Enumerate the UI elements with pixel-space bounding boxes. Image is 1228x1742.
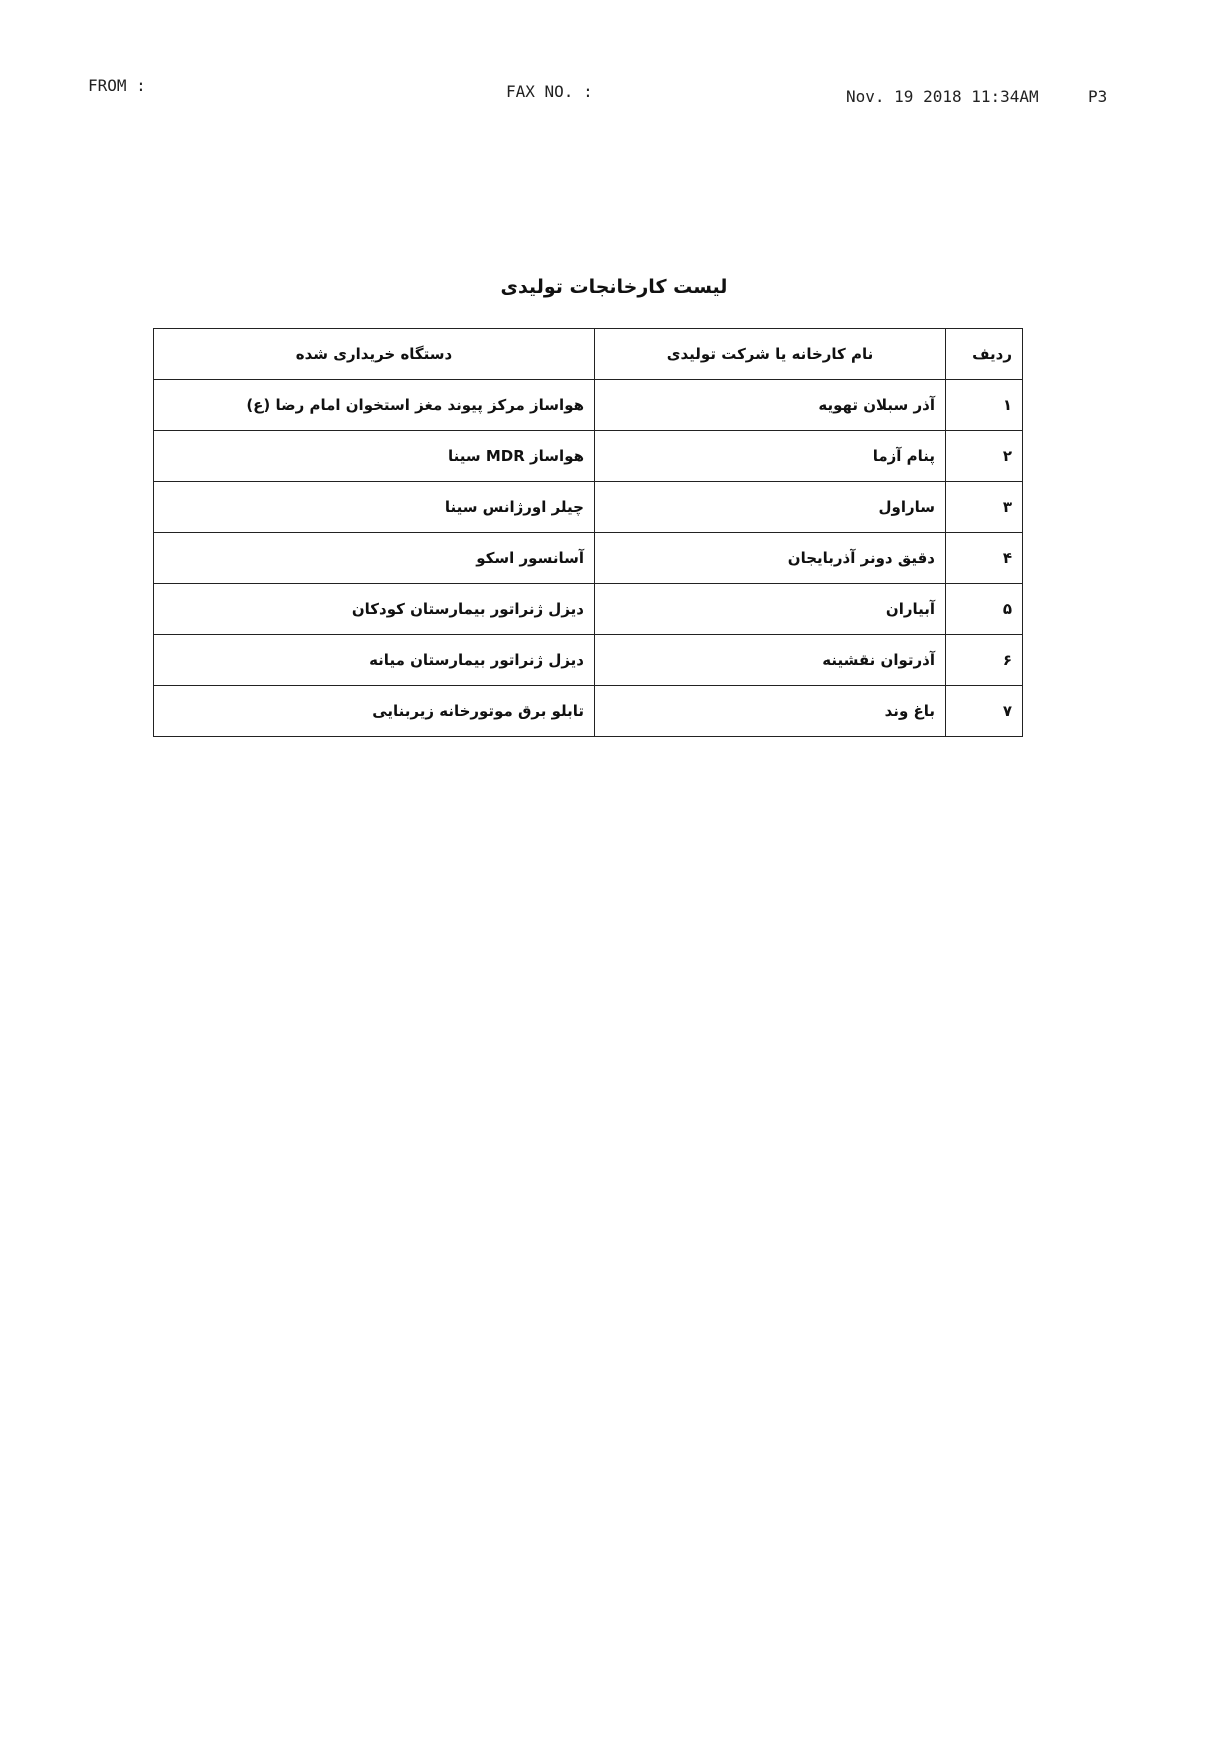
fax-header <box>0 70 1228 110</box>
factories-table-container <box>153 328 1019 737</box>
factory-name: پنام آزما <box>595 431 946 482</box>
purchased-device: هواساز MDR سینا <box>154 431 595 482</box>
factory-name: دقیق دونر آذربایجان <box>595 533 946 584</box>
row-number: ۶ <box>946 635 1023 686</box>
document-title: لیست کارخانجات تولیدی <box>500 276 728 298</box>
factory-name: آبیاران <box>595 584 946 635</box>
table-row <box>154 482 1023 533</box>
fax-number: FAX NO. : <box>506 82 593 101</box>
table-row <box>154 431 1023 482</box>
table-row <box>154 635 1023 686</box>
table-header-row <box>154 329 1023 380</box>
row-number: ۳ <box>946 482 1023 533</box>
row-number: ۴ <box>946 533 1023 584</box>
row-number: ۲ <box>946 431 1023 482</box>
fax-page-number: P3 <box>1088 87 1108 106</box>
header-factory-name: نام کارخانه یا شرکت تولیدی <box>595 329 946 380</box>
header-purchased-device: دستگاه خریداری شده <box>154 329 595 380</box>
factory-name: آذرتوان نقشینه <box>595 635 946 686</box>
purchased-device: هواساز مرکز پیوند مغز استخوان امام رضا (ع) <box>154 380 595 431</box>
fax-from: FROM : <box>88 76 146 95</box>
factory-name: باغ وند <box>595 686 946 737</box>
row-number: ۱ <box>946 380 1023 431</box>
factories-table <box>153 328 1023 737</box>
table-row <box>154 686 1023 737</box>
purchased-device: چیلر اورژانس سینا <box>154 482 595 533</box>
table-row <box>154 380 1023 431</box>
factory-name: ساراول <box>595 482 946 533</box>
table-row <box>154 533 1023 584</box>
table-row <box>154 584 1023 635</box>
factory-name: آذر سبلان تهویه <box>595 380 946 431</box>
header-row-number: ردیف <box>946 329 1023 380</box>
row-number: ۵ <box>946 584 1023 635</box>
fax-date-time: Nov. 19 2018 11:34AM <box>846 87 1039 106</box>
purchased-device: آسانسور اسکو <box>154 533 595 584</box>
purchased-device: دیزل ژنراتور بیمارستان کودکان <box>154 584 595 635</box>
purchased-device: تابلو برق موتورخانه زیربنایی <box>154 686 595 737</box>
purchased-device: دیزل ژنراتور بیمارستان میانه <box>154 635 595 686</box>
row-number: ۷ <box>946 686 1023 737</box>
